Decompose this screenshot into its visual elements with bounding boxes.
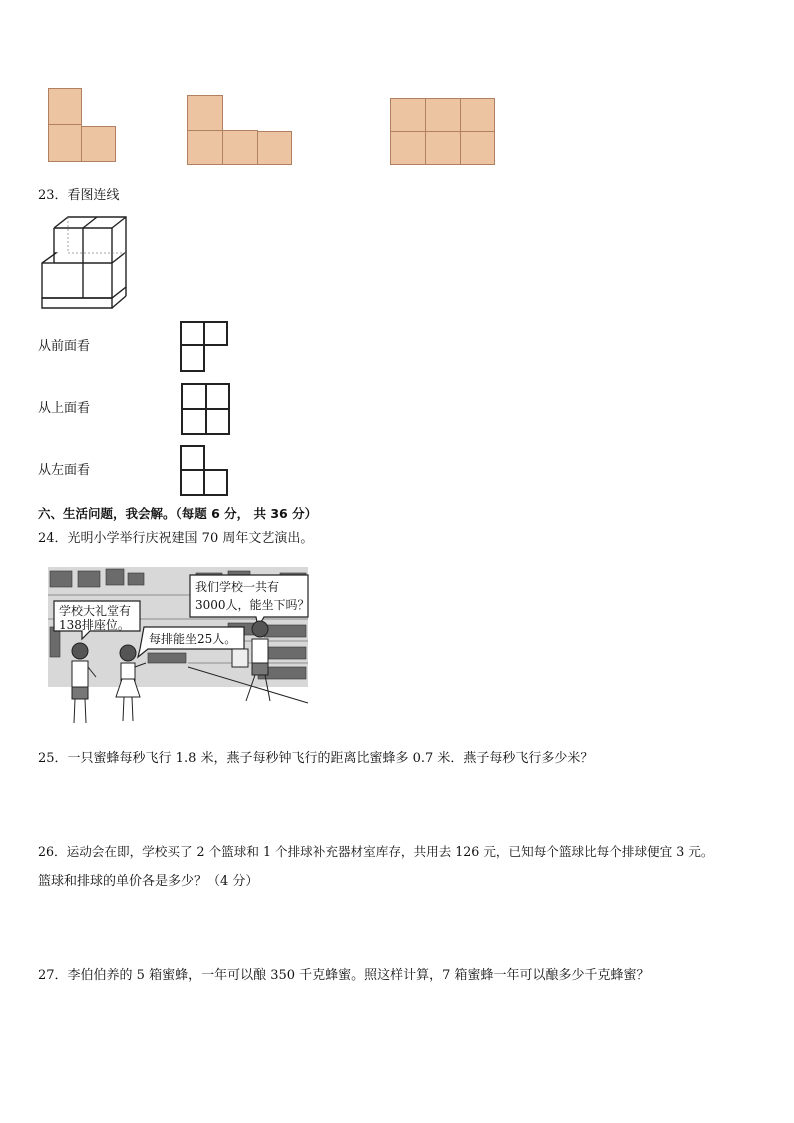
bubble-left-line2: 138排座位。 [59,618,130,632]
tile [460,98,495,132]
tile [48,124,82,162]
grid-cell [180,469,205,496]
bubble-left-line1: 学校大礼堂有 [59,604,132,618]
cube-stack-figure [38,212,134,314]
q26-line1: 26．运动会在即，学校买了 2 个篮球和 1 个排球补充器材室库存，共用去 126 元，已知每个篮球比每个排球便宜 3 元。 [38,844,714,859]
grid-cell [181,408,207,435]
q25-text: 25．一只蜜蜂每秒飞行 1.8 米，燕子每秒钟飞行的距离比蜜蜂多 0.7 米．燕子每秒飞行多少米？ [38,751,594,766]
grid-cell [203,321,228,346]
bubble-right-line2: 3000人，能坐下吗？ [195,598,310,612]
q24-text: 24．光明小学举行庆祝建国 70 周年文艺演出。 [38,531,314,546]
tile [81,126,116,162]
tile [187,130,223,165]
section-heading: 六、生活问题，我会解。（每题 6 分， 共 36 分） [38,506,318,521]
q23-title: 23．看图连线 [38,188,120,203]
left-view-grid-icon[interactable] [0,0,1,1]
tile [222,130,258,165]
view-label-left: 从左面看 [38,463,91,478]
grid-cell [205,408,230,435]
view-label-front: 从前面看 [38,339,91,354]
tile [48,88,82,125]
auditorium-illustration [48,567,310,733]
grid-cell [181,383,207,410]
grid-cell [203,469,228,496]
q27-text: 27．李伯伯养的 5 箱蜜蜂，一年可以酿 350 千克蜂蜜。照这样计算，7 箱蜜蜂一年可以酿多少千克蜂蜜？ [38,968,650,983]
tile [460,131,495,165]
grid-cell [180,445,205,471]
tile [425,98,461,132]
grid-cell [180,321,205,346]
tile [425,131,461,165]
tile [257,131,292,165]
view-label-top: 从上面看 [38,401,91,416]
tile [390,131,426,165]
q26-line2: 篮球和排球的单价各是多少？（4 分） [38,874,259,889]
grid-cell [180,344,205,372]
bubble-right-line1: 我们学校一共有 [195,580,280,594]
tile [390,98,426,132]
tile [187,95,223,131]
grid-cell [205,383,230,410]
bubble-middle: 每排能坐25人。 [149,632,237,646]
